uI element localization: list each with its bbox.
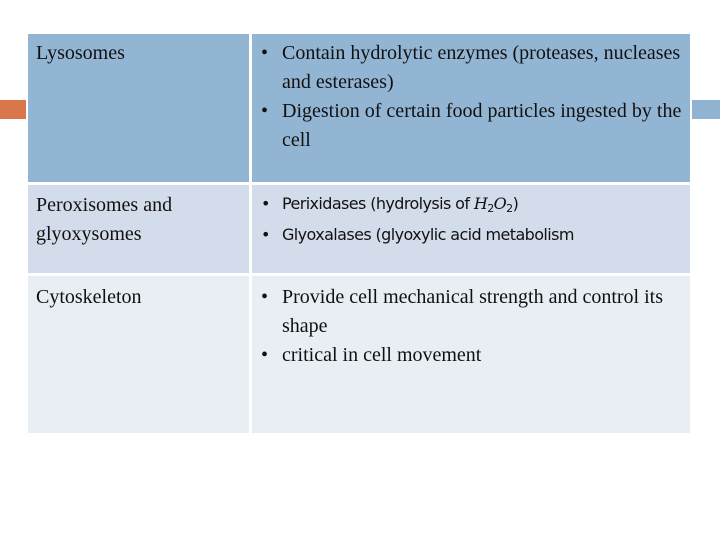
organelle-table: [28, 34, 690, 433]
organelle-name-cell: [28, 276, 252, 433]
bullet-icon: •: [261, 286, 269, 308]
orange-accent-bar: [0, 100, 26, 119]
organelle-name: Lysosomes: [36, 42, 125, 64]
organelle-name-cell: [28, 185, 252, 276]
formula-h: H: [473, 194, 488, 213]
bullet-icon: •: [261, 194, 270, 213]
function-text: Digestion of certain food particles ingested by the cell: [282, 100, 682, 151]
function-text: Glyoxalases (glyoxylic acid metabolism: [282, 225, 574, 244]
function-text: critical in cell movement: [282, 344, 482, 366]
formula-h-subscript: 2: [487, 202, 494, 215]
list-item: [258, 222, 684, 248]
list-item: [258, 39, 684, 97]
bullet-icon: •: [261, 100, 269, 122]
organelle-function-cell: [252, 34, 690, 185]
formula-o-subscript: 2: [506, 202, 513, 215]
list-item: [258, 97, 684, 155]
blue-accent-bar: [692, 100, 720, 119]
function-list: [252, 185, 690, 248]
table-row: [28, 34, 690, 185]
function-list: [252, 34, 690, 155]
list-item: [258, 283, 684, 341]
organelle-function-cell: [252, 276, 690, 433]
function-text: Provide cell mechanical strength and control its shape: [282, 286, 663, 337]
organelle-function-cell: [252, 185, 690, 276]
list-item: [258, 191, 684, 222]
organelle-name: Cytoskeleton: [36, 286, 142, 308]
bullet-icon: •: [261, 42, 269, 64]
function-text-suffix: ): [512, 194, 519, 213]
function-list: [252, 276, 690, 370]
organelle-name: Peroxisomes and glyoxysomes: [36, 194, 173, 245]
table-row: [28, 276, 690, 433]
bullet-icon: •: [261, 344, 269, 366]
bullet-icon: •: [261, 225, 270, 244]
function-text: Perixidases (hydrolysis of: [282, 194, 474, 213]
table-row: [28, 185, 690, 276]
list-item: [258, 341, 684, 370]
function-text: Contain hydrolytic enzymes (proteases, nucleases and esterases): [282, 42, 681, 93]
formula-o: O: [493, 194, 507, 213]
organelle-name-cell: [28, 34, 252, 185]
